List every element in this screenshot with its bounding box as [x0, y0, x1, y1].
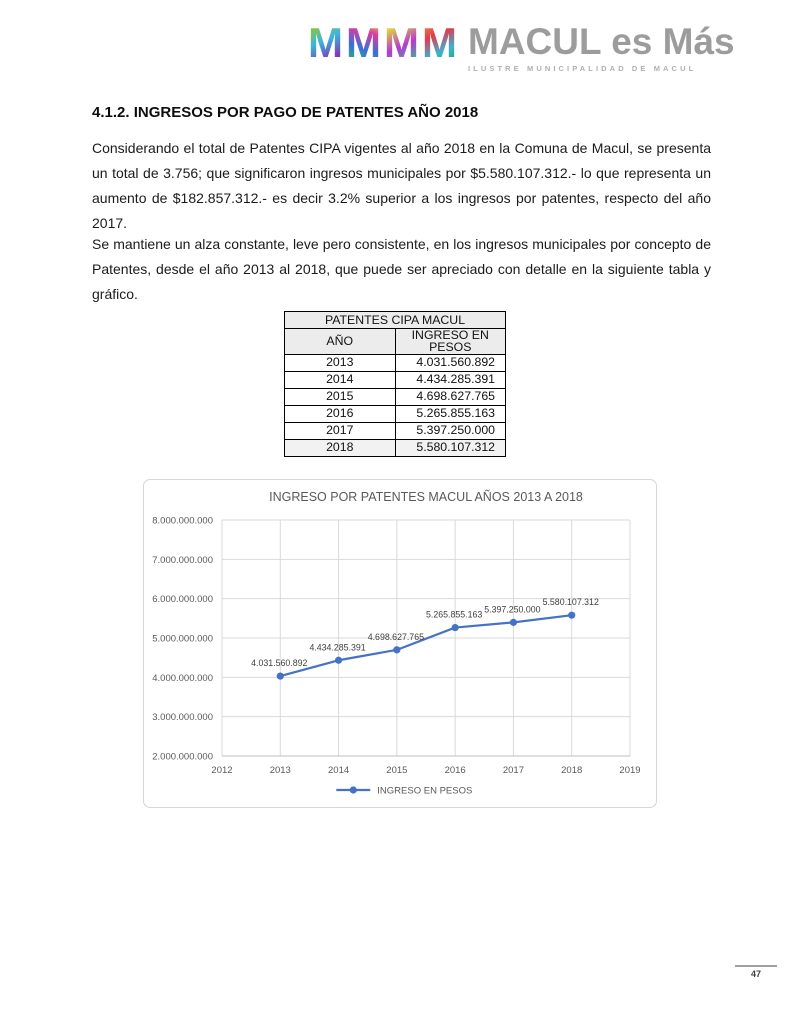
patentes-table-grid — [284, 311, 506, 457]
body-paragraph: Se mantiene un alza constante, leve pero consistente, en los ingresos municipales por concepto de Patentes, desde el año 2013 al 2018, que puede ser apreciado con detalle en la siguiente tabla y gráfico. — [92, 236, 711, 302]
x-axis-tick-label: 2014 — [328, 765, 350, 776]
data-point-label: 5.580.107.312 — [542, 597, 599, 608]
x-axis-tick-label: 2016 — [444, 765, 466, 776]
x-axis-tick-label: 2017 — [502, 765, 524, 776]
table-row — [285, 439, 506, 456]
patentes-table — [284, 311, 506, 457]
line-chart-canvas — [144, 480, 656, 807]
cell-amount: 4.031.560.892 — [395, 354, 506, 371]
cell-amount: 5.397.250.000 — [395, 422, 506, 439]
table-row — [285, 405, 506, 422]
logo-wordmark — [468, 20, 735, 73]
cell-amount: 5.265.855.163 — [395, 405, 506, 422]
page-number: 47 — [750, 969, 761, 979]
y-axis-tick-label: 6.000.000.000 — [152, 594, 213, 606]
y-axis-tick-label: 4.000.000.000 — [152, 672, 213, 684]
data-point-label: 4.031.560.892 — [251, 658, 308, 669]
data-point-marker — [335, 657, 342, 664]
column-header-year: AÑO — [285, 329, 396, 355]
y-axis-tick-label: 3.000.000.000 — [152, 712, 213, 724]
data-point-marker — [568, 612, 575, 619]
logo-m-letter: M — [346, 19, 381, 66]
logo-m-letter: M — [384, 19, 419, 66]
cell-amount: 4.698.627.765 — [395, 388, 506, 405]
y-axis-tick-label: 7.000.000.000 — [152, 554, 213, 566]
x-axis-tick-label: 2012 — [211, 765, 233, 776]
data-point-label: 5.265.855.163 — [426, 609, 483, 620]
legend-series-label: INGRESO EN PESOS — [377, 785, 473, 797]
cell-amount: 4.434.285.391 — [395, 371, 506, 388]
logo-m-letter: M — [422, 19, 457, 66]
cell-year: 2014 — [285, 371, 396, 388]
logo-brand-text: MACUL es Más — [468, 21, 735, 62]
cell-year: 2013 — [285, 354, 396, 371]
column-header-ingreso: INGRESO EN PESOS — [395, 329, 506, 355]
section-heading: 4.1.2. INGRESOS POR PAGO DE PATENTES AÑO 2018 — [92, 104, 479, 121]
table-header-row — [285, 329, 506, 355]
cell-year: 2018 — [285, 439, 396, 456]
logo-m-letter: M — [308, 19, 343, 66]
footer-divider — [735, 965, 777, 967]
data-point-label: 5.397.250.000 — [484, 604, 541, 615]
municipality-logo — [308, 20, 735, 73]
cell-year: 2015 — [285, 388, 396, 405]
legend-marker-icon — [350, 786, 357, 793]
ingresos-line-chart — [143, 479, 657, 808]
table-row — [285, 354, 506, 371]
table-row — [285, 371, 506, 388]
x-axis-tick-label: 2019 — [619, 765, 641, 776]
cell-year: 2016 — [285, 405, 396, 422]
x-axis-tick-label: 2018 — [561, 765, 583, 776]
table-row — [285, 422, 506, 439]
data-point-marker — [393, 646, 400, 653]
cell-year: 2017 — [285, 422, 396, 439]
y-axis-tick-label: 2.000.000.000 — [152, 751, 213, 763]
data-point-marker — [510, 619, 517, 626]
table-row — [285, 388, 506, 405]
data-point-marker — [452, 624, 459, 631]
y-axis-tick-label: 8.000.000.000 — [152, 515, 213, 527]
table-title-row — [285, 312, 506, 329]
data-point-label: 4.434.285.391 — [309, 642, 366, 653]
x-axis-tick-label: 2015 — [386, 765, 408, 776]
chart-title: INGRESO POR PATENTES MACUL AÑOS 2013 A 2018 — [269, 490, 583, 504]
x-axis-tick-label: 2013 — [269, 765, 291, 776]
table-title: PATENTES CIPA MACUL — [285, 312, 506, 329]
data-point-label: 4.698.627.765 — [367, 631, 424, 642]
cell-amount: 5.580.107.312 — [395, 439, 506, 456]
y-axis-tick-label: 5.000.000.000 — [152, 633, 213, 645]
body-paragraph: Considerando el total de Patentes CIPA vigentes al año 2018 en la Comuna de Macul, se presenta un total de 3.756; que significaron ingresos municipales por $5.580.107.312.- lo que representa un aumento de $182.857.312.- es decir 3.2% superior a los ingresos por patentes, respecto del año 2017. — [92, 140, 711, 231]
logo-mmmm-icon — [308, 20, 457, 66]
data-point-marker — [277, 672, 284, 679]
logo-subtitle-text: ILUSTRE MUNICIPALIDAD DE MACUL — [468, 64, 697, 73]
